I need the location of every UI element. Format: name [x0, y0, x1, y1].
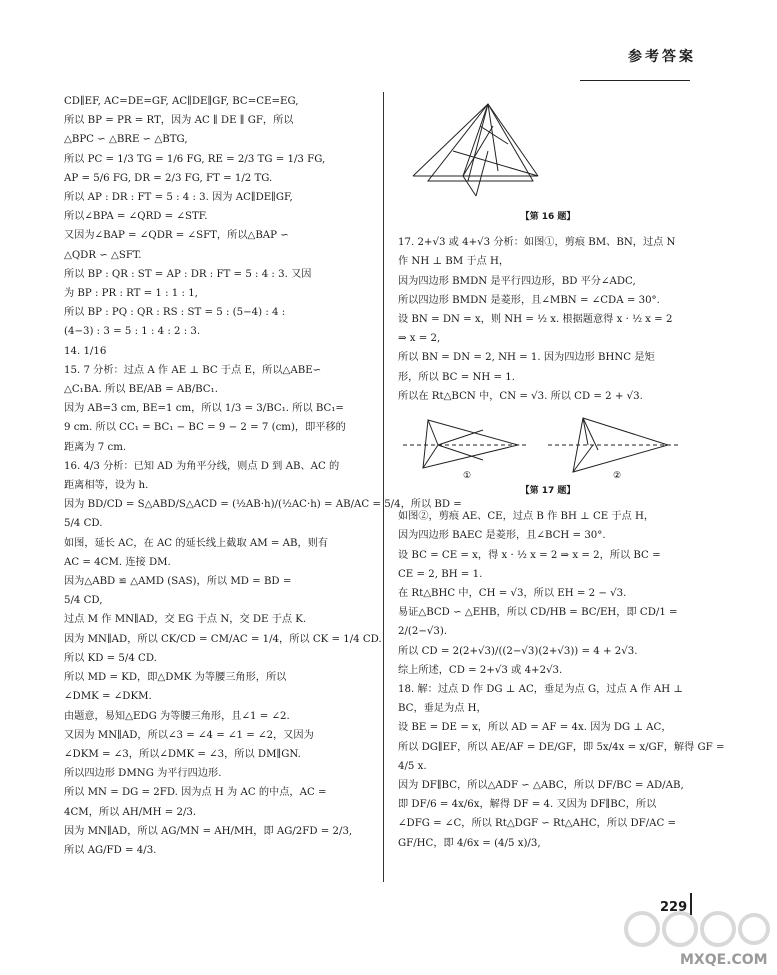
column-divider	[383, 92, 384, 882]
text-line: 4/5 x.	[398, 760, 427, 772]
header-rule	[580, 80, 690, 81]
text-line: 距离为 7 cm.	[64, 441, 127, 453]
text-line: CD∥EF, AC=DE=GF, AC∥DE∥GF, BC=CE=EG,	[64, 96, 299, 107]
text-line: 17. 2+√3 或 4+√3 分析：如图①，剪痕 BM、BN，过点 N	[398, 237, 676, 249]
text-line: 15. 7 分析：过点 A 作 AE ⊥ BC 于点 E，所以△ABE∽	[64, 364, 322, 376]
text-line: 16. 4/3 分析：已知 AD 为角平分线，则点 D 到 AB、AC 的	[64, 460, 340, 472]
figure-17	[398, 410, 688, 480]
text-line: 所以 AG/FD = 4/3.	[64, 844, 157, 856]
text-line: 因为 BD/CD = S△ABD/S△ACD = (½AB·h)/(½AC·h) = AB/AC = 5/4，所以 BD =	[64, 499, 462, 511]
text-line: 所以 MD = KD，即△DMK 为等腰三角形，所以	[64, 672, 287, 684]
text-line: 所以 BP = PR = RT，因为 AC ∥ DE ∥ GF，所以	[64, 115, 294, 127]
text-line: 所以 AP : DR : FT = 5 : 4 : 3. 因为 AC∥DE∥GF,	[64, 192, 293, 204]
text-line: △QDR ∽ △SFT.	[64, 249, 142, 261]
text-line: 由题意，易知△EDG 为等腰三角形，且∠1 = ∠2.	[64, 710, 290, 722]
figure-16	[398, 96, 558, 206]
text-line: 所以四边形 BMDN 是菱形，且∠MBN = ∠CDA = 30°.	[398, 294, 660, 306]
text-line: ∠DKM = ∠3，所以∠DMK = ∠3，所以 DM∥GN.	[64, 748, 301, 760]
header-title: 参考答案	[628, 49, 696, 65]
text-line: 因为四边形 BMDN 是平行四边形，BD 平分∠ADC,	[398, 275, 636, 287]
text-line: AP = 5/6 FG, DR = 2/3 FG, FT = 1/2 TG.	[64, 172, 273, 184]
text-line: (4−3) : 3 = 5 : 1 : 4 : 2 : 3.	[64, 326, 201, 338]
right-column-mid	[398, 233, 698, 406]
text-line: 5/4 CD,	[64, 595, 103, 607]
text-line: 即 DF/6 = 4x/6x，解得 DF = 4. 又因为 DF∥BC，所以	[398, 799, 657, 811]
text-line: 4CM，所以 AH/MH = 2/3.	[64, 806, 197, 818]
figure-17-marker-2: ②	[613, 471, 622, 482]
text-line: 因为 MN∥AD，所以 CK/CD = CM/AC = 1/4，所以 CK = 1/4 CD.	[64, 633, 382, 645]
figure-17-caption: 【第 17 题】	[520, 486, 576, 497]
text-line: GF/HC，即 4/6x = (4/5 x)/3,	[398, 837, 541, 849]
text-line: 所以 BN = DN = 2, NH = 1. 因为四边形 BHNC 是矩	[398, 352, 655, 364]
text-line: ∠DMK = ∠DKM.	[64, 691, 152, 703]
text-line: 易证△BCD ∽ △EHB，所以 CD/HB = BC/EH，即 CD/1 =	[398, 607, 678, 619]
text-line: BC，垂足为点 H，	[398, 703, 487, 715]
text-line: ⇒ x = 2,	[398, 333, 441, 345]
figure-16-caption: 【第 16 题】	[520, 212, 576, 222]
text-line: △BPC ∽ △BRE ∽ △BTG,	[64, 134, 188, 146]
figure-17-marker-1: ①	[463, 471, 472, 482]
text-line: 9 cm. 所以 CC₁ = BC₁ − BC = 9 − 2 = 7 (cm)，即平移的	[64, 422, 346, 434]
text-line: 因为 AB=3 cm, BE=1 cm，所以 1/3 = 3/BC₁. 所以 BC₁=	[64, 403, 344, 415]
text-line: 14. 1/16	[64, 345, 107, 357]
text-line: △C₁BA. 所以 BE/AB = AB/BC₁.	[64, 384, 218, 396]
text-line: 因为四边形 BAEC 是菱形，且∠BCH = 30°.	[398, 530, 606, 542]
text-line: 所以在 Rt△BCN 中，CN = √3. 所以 CD = 2 + √3.	[398, 390, 643, 402]
text-line: 2/(2−√3).	[398, 626, 448, 638]
text-line: 在 Rt△BHC 中，CH = √3，所以 EH = 2 − √3.	[398, 588, 627, 600]
text-line: 又因为 MN∥AD，所以∠3 = ∠4 = ∠1 = ∠2，又因为	[64, 729, 314, 741]
text-line: CE = 2, BH = 1.	[398, 568, 483, 580]
text-line: 所以 DG∥EF，所以 AE/AF = DE/GF，即 5x/4x = x/GF，解得 GF =	[398, 741, 725, 753]
text-line: AC = 4CM. 连接 DM.	[64, 556, 171, 568]
text-line: 所以 BP : PQ : QR : RS : ST = 5 : (5−4) : 4 :	[64, 307, 286, 319]
text-line: 所以 CD = 2(2+√3)/((2−√3)(2+√3)) = 4 + 2√3.	[398, 645, 638, 657]
right-column-bottom	[398, 507, 725, 853]
text-line: 设 BE = DE = x，所以 AD = AF = 4x. 因为 DG ⊥ AC，	[398, 722, 672, 734]
text-line: 所以四边形 DMNG 为平行四边形.	[64, 768, 222, 780]
text-line: 综上所述，CD = 2+√3 或 4+2√3.	[398, 664, 563, 676]
text-line: 设 BC = CE = x，得 x · ½ x = 2 ⇒ x = 2，所以 BC =	[398, 549, 661, 561]
watermark-url: MXQE.COM	[680, 952, 768, 968]
text-line: 又因为∠BAP = ∠QDR = ∠SFT，所以△BAP ∽	[64, 230, 289, 242]
text-line: 如图，延长 AC，在 AC 的延长线上截取 AM = AB，则有	[64, 537, 329, 549]
text-line: 因为 MN∥AD，所以 AG/MN = AH/MH，即 AG/2FD = 2/3,	[64, 825, 353, 837]
text-line: 18. 解：过点 D 作 DG ⊥ AC，垂足为点 G，过点 A 作 AH ⊥	[398, 684, 683, 696]
text-line: 因为△ABD ≌ △AMD (SAS)，所以 MD = BD =	[64, 576, 292, 588]
text-line: 距离相等，设为 h.	[64, 480, 149, 492]
text-line: 所以 MN = DG = 2FD. 因为点 H 为 AC 的中点，AC =	[64, 787, 327, 799]
right-column	[398, 92, 725, 853]
text-line: 设 BN = DN = x，则 NH = ½ x. 根据题意得 x · ½ x = 2	[398, 314, 673, 326]
text-line: 因为 DF∥BC，所以△ADF ∽ △ABC，所以 DF/BC = AD/AB,	[398, 780, 684, 792]
text-line: 作 NH ⊥ BM 于点 H，	[398, 256, 510, 268]
text-line: 所以 PC = 1/3 TG = 1/6 FG, RE = 2/3 TG = 1/3 FG,	[64, 153, 326, 165]
page-number: 229	[660, 900, 688, 915]
text-line: 为 BP : PR : RT = 1 : 1 : 1,	[64, 288, 198, 300]
text-line: 所以∠BPA = ∠QRD = ∠STF.	[64, 211, 208, 223]
text-line: ∠DFG = ∠C，所以 Rt△DGF ∽ Rt△AHC，所以 DF/AC =	[398, 818, 677, 830]
text-line: 过点 M 作 MN∥AD，交 EG 于点 N，交 DE 于点 K.	[64, 614, 307, 626]
text-line: 形，所以 BC = NH = 1.	[398, 371, 516, 383]
text-line: 所以 KD = 5/4 CD.	[64, 652, 157, 664]
text-line: 5/4 CD.	[64, 518, 103, 530]
text-line: 所以 BP : QR : ST = AP : DR : FT = 5 : 4 : 3. 又因	[64, 268, 312, 280]
text-line: 如图②，剪痕 AE、CE，过点 B 作 BH ⊥ CE 于点 H，	[398, 511, 655, 523]
